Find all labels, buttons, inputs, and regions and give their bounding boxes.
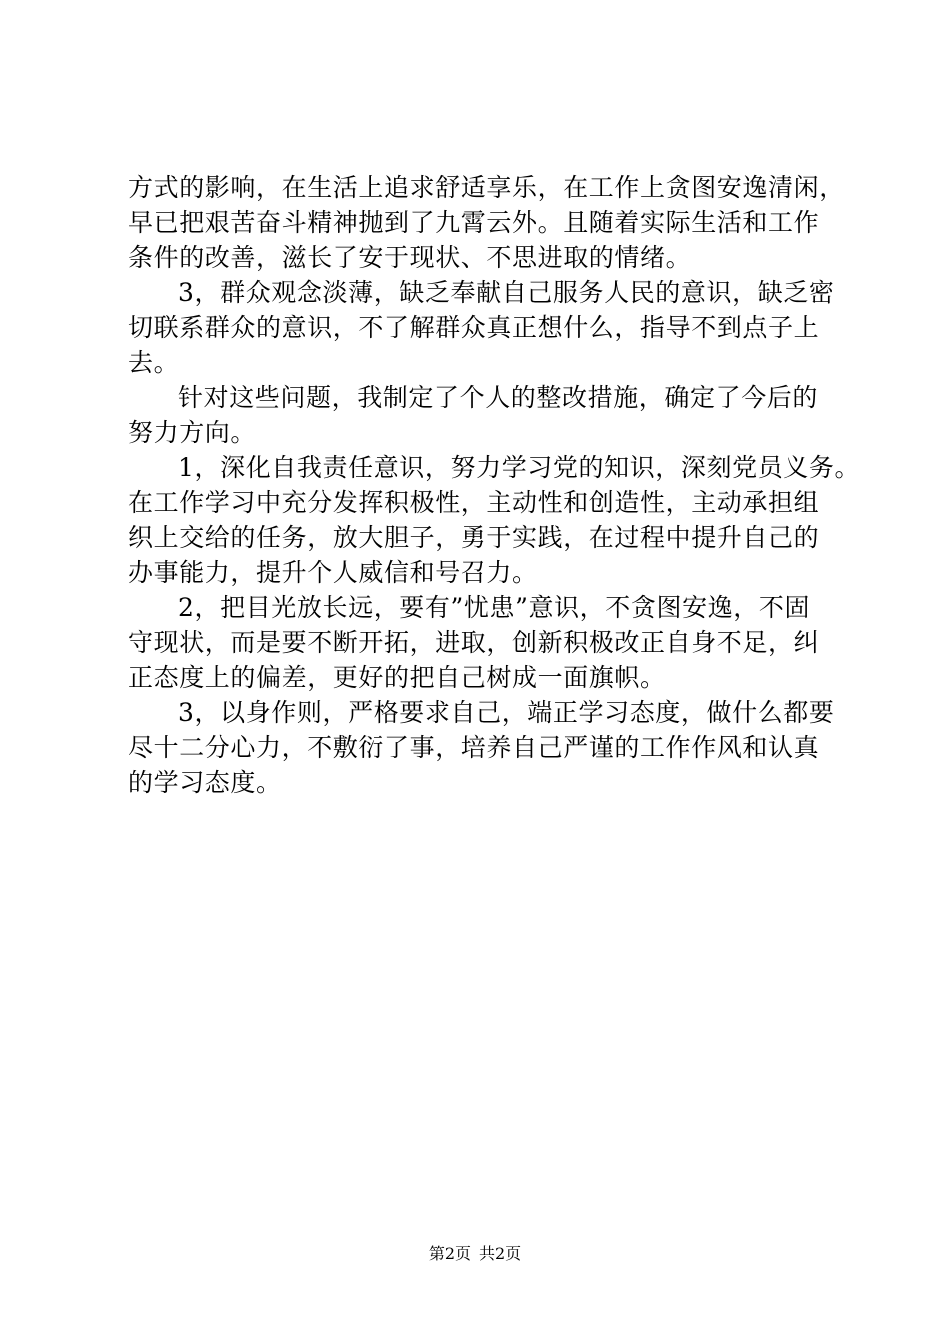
text-line: 去。	[128, 348, 180, 377]
text-line: 针对这些问题，我制定了个人的整改措施，确定了今后的	[178, 383, 819, 412]
text-line: 3，群众观念淡薄，缺乏奉献自己服务人民的意识，缺乏密	[178, 278, 835, 307]
page-total: 共2页	[479, 1244, 522, 1263]
text-line: 早已把艰苦奋斗精神抛到了九霄云外。且随着实际生活和工作	[128, 208, 820, 237]
text-line: 织上交给的任务，放大胆子，勇于实践，在过程中提升自己的	[128, 523, 820, 552]
document-body	[128, 170, 861, 800]
text-line: 正态度上的偏差，更好的把自己树成一面旗帜。	[128, 663, 666, 692]
text-line: 守现状，而是要不断开拓，进取，创新积极改正自身不足，纠	[128, 628, 820, 657]
text-line: 1，深化自我责任意识，努力学习党的知识，深刻党员义务。	[178, 453, 861, 482]
text-line: 的学习态度。	[128, 768, 282, 797]
text-line: 条件的改善，滋长了安于现状、不思进取的情绪。	[128, 243, 692, 272]
text-line: 办事能力，提升个人威信和号召力。	[128, 558, 538, 587]
text-line: 在工作学习中充分发挥积极性，主动性和创造性，主动承担组	[128, 488, 820, 517]
text-line: 方式的影响，在生活上追求舒适享乐，在工作上贪图安逸清闲，	[128, 173, 845, 202]
text-line: 努力方向。	[128, 418, 257, 447]
text-line: 2，把目光放长远，要有”忧患”意识，不贪图安逸，不固	[178, 593, 811, 622]
text-line: 切联系群众的意识，不了解群众真正想什么，指导不到点子上	[128, 313, 820, 342]
text-line: 尽十二分心力，不敷衍了事，培养自己严谨的工作作风和认真	[128, 733, 820, 762]
page-footer	[0, 1244, 950, 1264]
page-number: 第2页	[428, 1244, 471, 1263]
text-line: 3，以身作则，严格要求自己，端正学习态度，做什么都要	[178, 698, 835, 727]
